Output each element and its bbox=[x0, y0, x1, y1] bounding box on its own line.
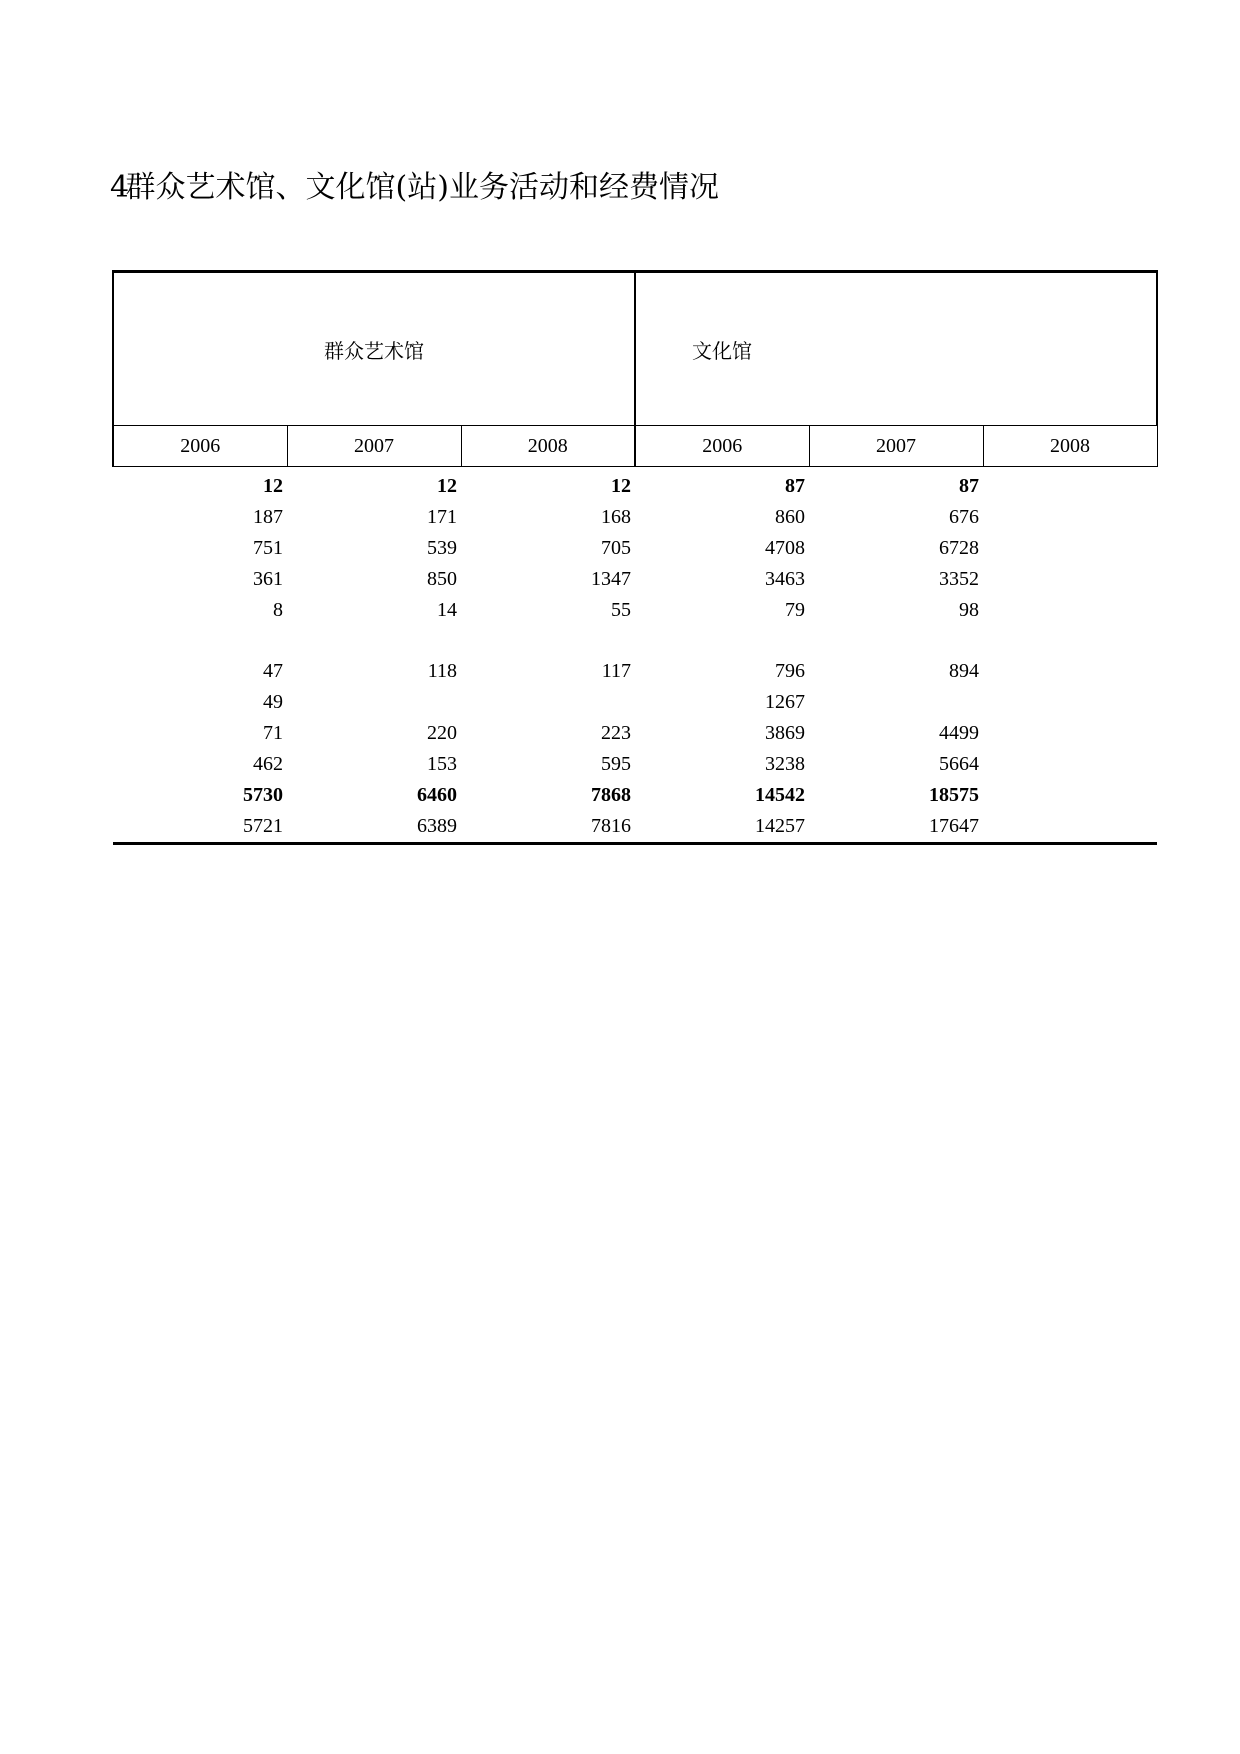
year-header: 2007 bbox=[287, 426, 461, 467]
table-cell bbox=[983, 533, 1157, 564]
table-cell: 187 bbox=[253, 506, 283, 528]
table-cell: 751 bbox=[253, 537, 283, 559]
table-cell bbox=[983, 467, 1157, 503]
table-cell: 168 bbox=[601, 506, 631, 528]
table-cell: 171 bbox=[427, 506, 457, 528]
table-cell bbox=[113, 626, 287, 656]
table-cell bbox=[983, 687, 1157, 718]
table-row bbox=[113, 564, 1157, 595]
table-cell: 4708 bbox=[765, 537, 805, 559]
table-row bbox=[113, 780, 1157, 811]
table-cell: 220 bbox=[427, 722, 457, 744]
table-cell: 223 bbox=[601, 722, 631, 744]
table-cell: 5721 bbox=[113, 811, 287, 844]
year-header-row bbox=[113, 426, 1157, 467]
table-cell: 118 bbox=[427, 660, 457, 682]
group-header-cultural-center: 文化馆 bbox=[635, 272, 1157, 426]
year-header: 2006 bbox=[635, 426, 809, 467]
table-cell bbox=[461, 626, 635, 656]
title-prefix: 4 bbox=[110, 170, 130, 205]
page-title bbox=[110, 168, 719, 208]
table-cell bbox=[287, 687, 461, 718]
table-cell: 850 bbox=[427, 568, 457, 590]
table-cell: 796 bbox=[775, 660, 805, 682]
table-cell bbox=[983, 718, 1157, 749]
table-cell: 7868 bbox=[591, 784, 631, 806]
table-cell: 98 bbox=[959, 599, 979, 621]
table-cell: 3463 bbox=[765, 568, 805, 590]
year-header: 2007 bbox=[809, 426, 983, 467]
table-cell: 4499 bbox=[939, 722, 979, 744]
table-cell: 1347 bbox=[591, 568, 631, 590]
table-cell: 71 bbox=[263, 722, 283, 744]
table-cell: 17647 bbox=[809, 811, 983, 844]
table-cell: 14257 bbox=[635, 811, 809, 844]
table-cell: 6460 bbox=[417, 784, 457, 806]
table-cell bbox=[983, 811, 1157, 844]
table-cell bbox=[287, 626, 461, 656]
table-cell: 894 bbox=[949, 660, 979, 682]
table-cell: 55 bbox=[611, 599, 631, 621]
table-cell: 12 bbox=[437, 475, 457, 497]
table-row bbox=[113, 811, 1157, 844]
table-row bbox=[113, 626, 1157, 656]
table-cell: 14 bbox=[437, 599, 457, 621]
table-row bbox=[113, 687, 1157, 718]
table-cell: 18575 bbox=[929, 784, 979, 806]
table-cell: 5664 bbox=[939, 753, 979, 775]
table-row bbox=[113, 749, 1157, 780]
table-body bbox=[113, 467, 1157, 844]
table-cell: 8 bbox=[273, 599, 283, 621]
table-row bbox=[113, 656, 1157, 687]
table-cell: 595 bbox=[601, 753, 631, 775]
table-cell: 12 bbox=[611, 475, 631, 497]
table-cell: 79 bbox=[785, 599, 805, 621]
table-cell bbox=[983, 656, 1157, 687]
table-cell: 6389 bbox=[287, 811, 461, 844]
table-cell: 3238 bbox=[765, 753, 805, 775]
year-header: 2006 bbox=[113, 426, 287, 467]
table-cell: 705 bbox=[601, 537, 631, 559]
title-text: 群众艺术馆、文化馆(站)业务活动和经费情况 bbox=[125, 170, 719, 205]
table-row bbox=[113, 595, 1157, 626]
table-cell: 462 bbox=[253, 753, 283, 775]
table-cell: 117 bbox=[601, 660, 631, 682]
table-cell: 6728 bbox=[939, 537, 979, 559]
year-header: 2008 bbox=[461, 426, 635, 467]
table-cell: 49 bbox=[263, 691, 283, 713]
table-row bbox=[113, 502, 1157, 533]
table-cell: 676 bbox=[949, 506, 979, 528]
table-cell bbox=[983, 780, 1157, 811]
statistics-table bbox=[112, 270, 1158, 845]
table-cell bbox=[461, 687, 635, 718]
table-cell: 7816 bbox=[461, 811, 635, 844]
table-cell: 3869 bbox=[765, 722, 805, 744]
table-cell bbox=[983, 502, 1157, 533]
group-header-row bbox=[113, 272, 1157, 426]
table-row bbox=[113, 467, 1157, 503]
table-cell bbox=[983, 564, 1157, 595]
table-row bbox=[113, 533, 1157, 564]
table-cell: 3352 bbox=[939, 568, 979, 590]
table-cell: 860 bbox=[775, 506, 805, 528]
table-cell bbox=[983, 595, 1157, 626]
table-cell: 153 bbox=[427, 753, 457, 775]
table-cell bbox=[983, 626, 1157, 656]
table-cell: 47 bbox=[263, 660, 283, 682]
table-cell: 87 bbox=[959, 475, 979, 497]
year-header: 2008 bbox=[983, 426, 1157, 467]
group-header-mass-art-museum: 群众艺术馆 bbox=[113, 272, 635, 426]
table-cell: 361 bbox=[253, 568, 283, 590]
table-cell: 5730 bbox=[243, 784, 283, 806]
table-cell bbox=[809, 626, 983, 656]
table-cell: 87 bbox=[785, 475, 805, 497]
table-cell: 12 bbox=[263, 475, 283, 497]
table-cell bbox=[635, 626, 809, 656]
table-row bbox=[113, 718, 1157, 749]
table-cell: 1267 bbox=[765, 691, 805, 713]
table-cell bbox=[983, 749, 1157, 780]
table-cell: 14542 bbox=[755, 784, 805, 806]
table-cell: 539 bbox=[427, 537, 457, 559]
table-cell bbox=[809, 687, 983, 718]
table-viewport bbox=[112, 270, 1091, 845]
